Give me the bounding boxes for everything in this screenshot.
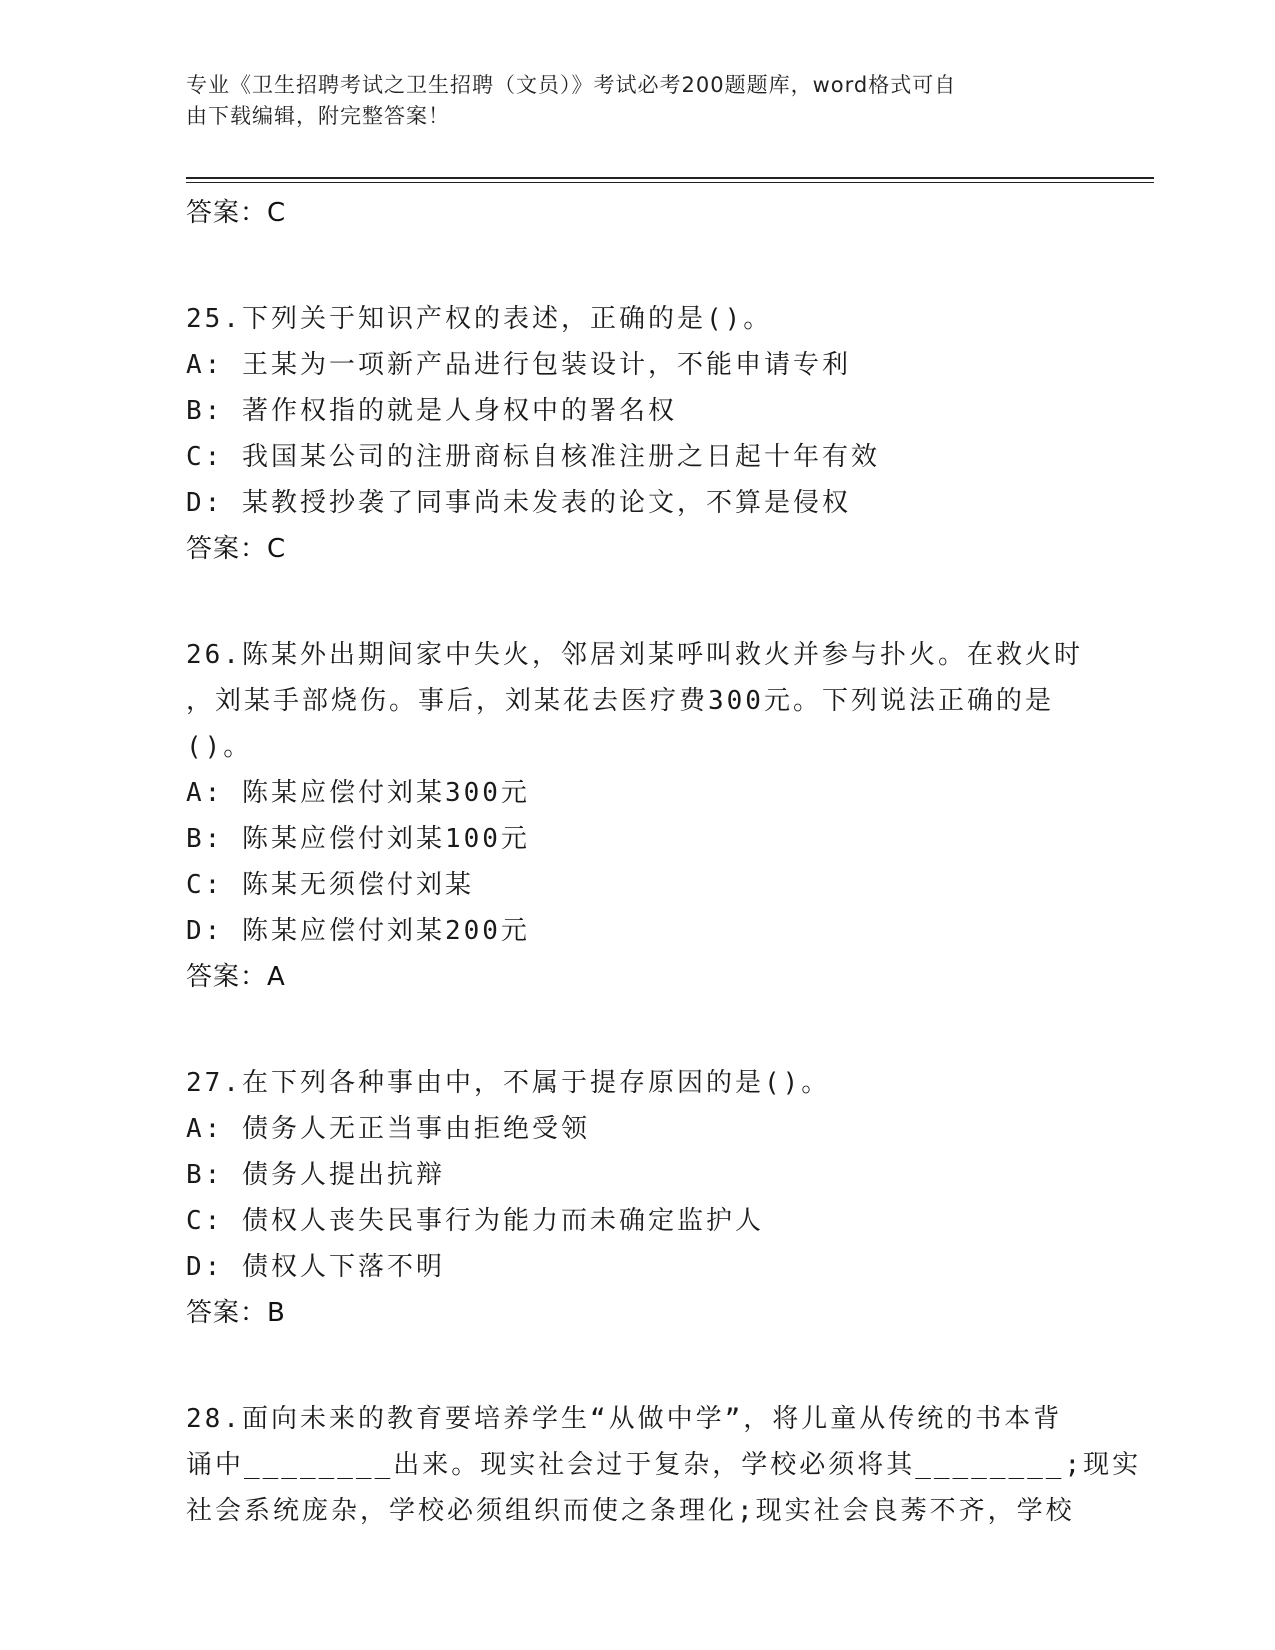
question-block <box>186 296 1086 572</box>
header-divider-thin <box>186 182 1154 183</box>
option-b: B: 著作权指的就是人身权中的署名权 <box>186 396 677 426</box>
option-b: B: 债务人提出抗辩 <box>186 1160 445 1190</box>
option-a: A: 债务人无正当事由拒绝受领 <box>186 1114 590 1144</box>
question-text: ，刘某手部烧伤。事后，刘某花去医疗费300元。下列说法正确的是 <box>186 686 1054 716</box>
document-header <box>186 70 1066 132</box>
option-b: B: 陈某应偿付刘某100元 <box>186 824 530 854</box>
option-c: C: 陈某无须偿付刘某 <box>186 870 474 900</box>
option-d: D: 债权人下落不明 <box>186 1252 445 1282</box>
question-block <box>186 632 1086 1000</box>
answer-line: 答案：B <box>186 1298 286 1328</box>
option-a: A: 王某为一项新产品进行包装设计，不能申请专利 <box>186 350 851 380</box>
question-text: 25.下列关于知识产权的表述，正确的是()。 <box>186 304 773 334</box>
answer-line: 答案：A <box>186 962 286 992</box>
question-text: 诵中________出来。现实社会过于复杂，学校必须将其________;现实 <box>186 1450 1142 1480</box>
spacer <box>186 236 1086 296</box>
question-text: 社会系统庞杂，学校必须组织而使之条理化;现实社会良莠不齐，学校 <box>186 1496 1075 1526</box>
answer-line: 答案：C <box>186 198 287 228</box>
question-text: ()。 <box>186 732 253 762</box>
option-d: D: 陈某应偿付刘某200元 <box>186 916 530 946</box>
spacer <box>186 1336 1086 1396</box>
option-d: D: 某教授抄袭了同事尚未发表的论文，不算是侵权 <box>186 488 851 518</box>
answer-line: 答案：C <box>186 534 287 564</box>
option-c: C: 我国某公司的注册商标自核准注册之日起十年有效 <box>186 442 880 472</box>
question-text: 27.在下列各种事由中，不属于提存原因的是()。 <box>186 1068 831 1098</box>
option-c: C: 债权人丧失民事行为能力而未确定监护人 <box>186 1206 764 1236</box>
question-text: 28.面向未来的教育要培养学生“从做中学”，将儿童从传统的书本背 <box>186 1404 1063 1434</box>
spacer <box>186 1000 1086 1060</box>
option-a: A: 陈某应偿付刘某300元 <box>186 778 530 808</box>
question-list <box>186 190 1142 1534</box>
question-block <box>186 1060 1086 1336</box>
header-divider-thick <box>186 177 1154 179</box>
question-block <box>186 1396 1142 1534</box>
question-text: 26.陈某外出期间家中失火，邻居刘某呼叫救火并参与扑火。在救火时 <box>186 640 1083 670</box>
header-line-1: 专业《卫生招聘考试之卫生招聘（文员）》考试必考200题题库，word格式可自 <box>186 73 957 97</box>
spacer <box>186 572 1086 632</box>
header-line-2: 由下载编辑，附完整答案！ <box>186 104 450 128</box>
